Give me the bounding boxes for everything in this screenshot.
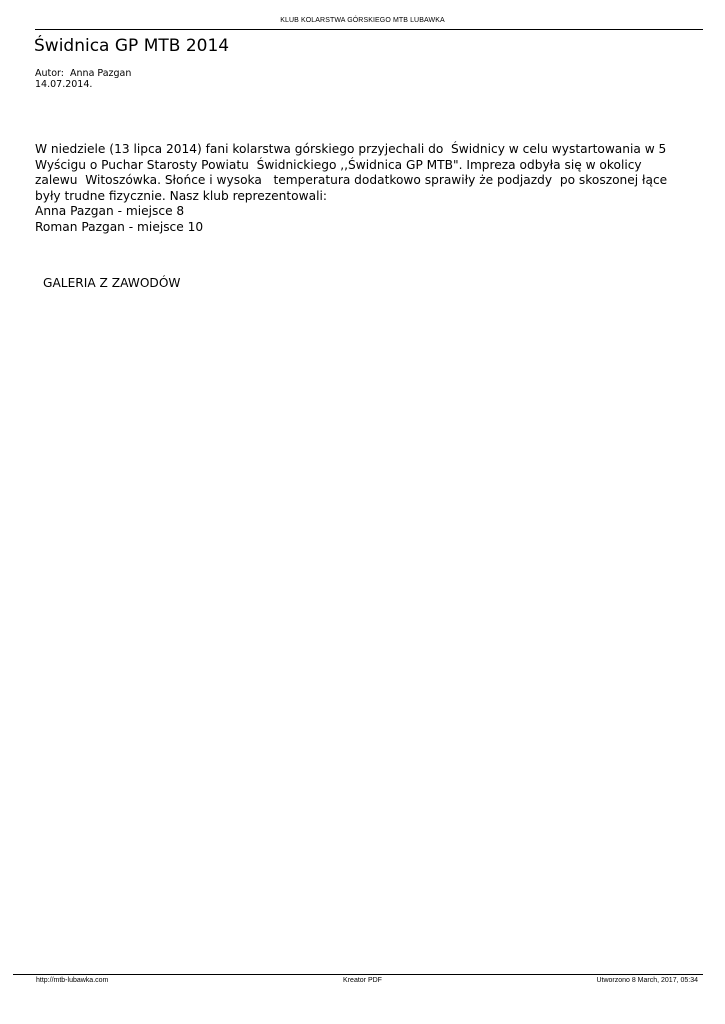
site-header-title: KLUB KOLARSTWA GÓRSKIEGO MTB LUBAWKA [280, 17, 445, 24]
result-line-anna: Anna Pazgan - miejsce 8 [35, 204, 185, 219]
article-date: 14.07.2014. [35, 79, 93, 90]
header-divider [35, 29, 703, 30]
article-body-line: były trudne fizycznie. Nasz klub reprezentowali: [35, 188, 327, 203]
gallery-link[interactable]: GALERIA Z ZAWODÓW [43, 276, 181, 290]
footer-created-date: Utworzono 8 March, 2017, 05:34 [596, 977, 698, 984]
article-body-line: zalewu Witoszówka. Słońce i wysoka temperatura dodatkowo sprawiły że podjazdy po skoszonej łące [35, 173, 668, 188]
article-body [35, 142, 695, 236]
article-title: Świdnica GP MTB 2014 [34, 36, 230, 56]
author-line: Autor: Anna Pazgan [35, 68, 132, 79]
result-line-roman: Roman Pazgan - miejsce 10 [35, 219, 204, 234]
article-body-line: Wyścigu o Puchar Starosty Powiatu Świdnickiego ,,Świdnica GP MTB". Impreza odbyła się w okolicy [35, 157, 642, 172]
article-meta [35, 68, 131, 90]
page-footer [0, 976, 725, 986]
footer-divider [13, 974, 703, 975]
footer-site-url[interactable]: http://mtb-lubawka.com [36, 977, 109, 984]
article-body-line: W niedziele (13 lipca 2014) fani kolarstwa górskiego przyjechali do Świdnicy w celu wystartowania w 5 [35, 142, 667, 156]
footer-generator: Kreator PDF [343, 977, 382, 984]
